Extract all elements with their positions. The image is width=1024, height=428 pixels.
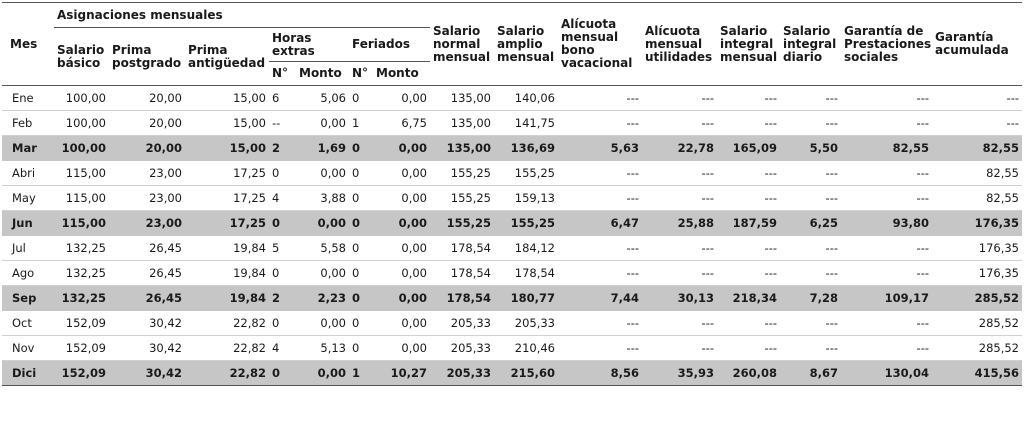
cell-garantia-acumulada: 82,55 [932, 136, 1022, 161]
cell-prima-postgrado: 26,45 [109, 286, 185, 311]
cell-salario-normal: 135,00 [430, 86, 494, 111]
cell-garantia-acumulada: 176,35 [932, 236, 1022, 261]
cell-feriados-n: 0 [349, 336, 373, 361]
cell-feriados-n: 0 [349, 311, 373, 336]
cell-salario-basico: 152,09 [54, 311, 109, 336]
cell-feriados-monto: 0,00 [373, 236, 430, 261]
cell-prima-postgrado: 23,00 [109, 211, 185, 236]
cell-alicuota-utilidades: --- [642, 186, 717, 211]
cell-garantia-acumulada: 82,55 [932, 186, 1022, 211]
cell-horas-n: 0 [269, 361, 296, 386]
header-garantia-prestaciones: Garantía de Prestaciones sociales [841, 3, 932, 86]
header-salario-normal: Salario normal mensual [430, 3, 494, 86]
cell-horas-monto: 0,00 [296, 311, 349, 336]
cell-feriados-monto: 0,00 [373, 286, 430, 311]
cell-horas-n: -- [269, 111, 296, 136]
cell-mes: Nov [2, 336, 54, 361]
cell-mes: Ene [2, 86, 54, 111]
header-feriados: Feriados [349, 28, 430, 62]
cell-horas-n: 4 [269, 336, 296, 361]
cell-salario-integral-mensual: --- [717, 311, 780, 336]
table-row [2, 286, 1022, 311]
cell-feriados-n: 0 [349, 186, 373, 211]
cell-garantia-prestaciones: --- [841, 336, 932, 361]
cell-alicuota-utilidades: --- [642, 111, 717, 136]
cell-feriados-monto: 0,00 [373, 211, 430, 236]
cell-salario-basico: 132,25 [54, 236, 109, 261]
cell-mes: Feb [2, 111, 54, 136]
header-horas-n: N° [269, 62, 296, 86]
cell-alicuota-bono: --- [558, 311, 642, 336]
header-alicuota-bono: Alícuota mensual bono vacacional [558, 3, 642, 86]
cell-salario-integral-mensual: --- [717, 236, 780, 261]
cell-mes: May [2, 186, 54, 211]
cell-horas-monto: 0,00 [296, 111, 349, 136]
cell-salario-normal: 155,25 [430, 186, 494, 211]
cell-alicuota-utilidades: 30,13 [642, 286, 717, 311]
cell-feriados-monto: 0,00 [373, 161, 430, 186]
header-horas-monto: Monto [296, 62, 349, 86]
cell-horas-n: 5 [269, 236, 296, 261]
cell-garantia-acumulada: 285,52 [932, 311, 1022, 336]
header-asignaciones: Asignaciones mensuales [54, 3, 430, 28]
table-row [2, 311, 1022, 336]
cell-prima-antiguedad: 22,82 [185, 361, 269, 386]
cell-salario-amplio: 141,75 [494, 111, 558, 136]
cell-horas-monto: 0,00 [296, 211, 349, 236]
cell-salario-normal: 155,25 [430, 161, 494, 186]
cell-salario-basico: 152,09 [54, 336, 109, 361]
cell-garantia-acumulada: 415,56 [932, 361, 1022, 386]
cell-salario-basico: 152,09 [54, 361, 109, 386]
cell-horas-monto: 0,00 [296, 361, 349, 386]
cell-mes: Mar [2, 136, 54, 161]
cell-feriados-n: 0 [349, 211, 373, 236]
cell-prima-antiguedad: 22,82 [185, 336, 269, 361]
cell-feriados-monto: 0,00 [373, 186, 430, 211]
cell-garantia-prestaciones: 93,80 [841, 211, 932, 236]
cell-prima-postgrado: 26,45 [109, 261, 185, 286]
cell-alicuota-utilidades: 35,93 [642, 361, 717, 386]
cell-prima-antiguedad: 17,25 [185, 211, 269, 236]
cell-alicuota-utilidades: --- [642, 311, 717, 336]
cell-feriados-n: 0 [349, 136, 373, 161]
cell-garantia-prestaciones: --- [841, 236, 932, 261]
cell-horas-monto: 1,69 [296, 136, 349, 161]
cell-prima-antiguedad: 19,84 [185, 261, 269, 286]
cell-alicuota-bono: --- [558, 161, 642, 186]
cell-alicuota-bono: 6,47 [558, 211, 642, 236]
cell-salario-normal: 205,33 [430, 336, 494, 361]
cell-salario-integral-diario: 6,25 [780, 211, 841, 236]
cell-garantia-prestaciones: --- [841, 86, 932, 111]
cell-salario-normal: 178,54 [430, 236, 494, 261]
cell-salario-basico: 115,00 [54, 211, 109, 236]
cell-prima-antiguedad: 22,82 [185, 311, 269, 336]
cell-horas-n: 0 [269, 211, 296, 236]
cell-feriados-n: 0 [349, 86, 373, 111]
cell-salario-amplio: 215,60 [494, 361, 558, 386]
cell-salario-amplio: 155,25 [494, 211, 558, 236]
cell-mes: Ago [2, 261, 54, 286]
cell-salario-basico: 100,00 [54, 136, 109, 161]
cell-feriados-n: 0 [349, 261, 373, 286]
cell-alicuota-bono: --- [558, 111, 642, 136]
cell-salario-integral-diario: --- [780, 161, 841, 186]
cell-salario-normal: 155,25 [430, 211, 494, 236]
cell-salario-integral-diario: --- [780, 86, 841, 111]
cell-salario-integral-diario: --- [780, 311, 841, 336]
cell-feriados-monto: 0,00 [373, 336, 430, 361]
cell-salario-integral-mensual: --- [717, 161, 780, 186]
cell-alicuota-bono: --- [558, 186, 642, 211]
cell-feriados-monto: 0,00 [373, 261, 430, 286]
cell-salario-integral-diario: 8,67 [780, 361, 841, 386]
cell-horas-monto: 5,58 [296, 236, 349, 261]
cell-salario-normal: 178,54 [430, 261, 494, 286]
cell-feriados-n: 0 [349, 161, 373, 186]
table-row [2, 211, 1022, 236]
cell-salario-amplio: 210,46 [494, 336, 558, 361]
header-mes: Mes [2, 3, 54, 86]
header-prima-postgrado: Prima postgrado [109, 28, 185, 86]
cell-salario-amplio: 184,12 [494, 236, 558, 261]
cell-garantia-prestaciones: --- [841, 311, 932, 336]
cell-garantia-prestaciones: 109,17 [841, 286, 932, 311]
cell-feriados-monto: 0,00 [373, 86, 430, 111]
cell-salario-integral-mensual: --- [717, 336, 780, 361]
header-salario-integral-mensual: Salario integral mensual [717, 3, 780, 86]
cell-prima-antiguedad: 15,00 [185, 111, 269, 136]
cell-prima-postgrado: 30,42 [109, 361, 185, 386]
table-row [2, 236, 1022, 261]
cell-salario-integral-diario: 5,50 [780, 136, 841, 161]
cell-garantia-prestaciones: --- [841, 186, 932, 211]
cell-alicuota-utilidades: --- [642, 236, 717, 261]
table-body [2, 86, 1022, 386]
table-row [2, 361, 1022, 386]
cell-prima-antiguedad: 15,00 [185, 136, 269, 161]
cell-feriados-monto: 10,27 [373, 361, 430, 386]
header-prima-antiguedad: Prima antigüedad [185, 28, 269, 86]
cell-salario-amplio: 155,25 [494, 161, 558, 186]
cell-prima-antiguedad: 17,25 [185, 186, 269, 211]
cell-prima-postgrado: 23,00 [109, 161, 185, 186]
cell-horas-n: 4 [269, 186, 296, 211]
cell-salario-integral-diario: --- [780, 261, 841, 286]
cell-salario-integral-diario: 7,28 [780, 286, 841, 311]
header-horas-extras: Horas extras [269, 28, 349, 62]
cell-alicuota-bono: --- [558, 86, 642, 111]
cell-salario-amplio: 140,06 [494, 86, 558, 111]
cell-garantia-prestaciones: 82,55 [841, 136, 932, 161]
cell-horas-monto: 3,88 [296, 186, 349, 211]
cell-salario-normal: 178,54 [430, 286, 494, 311]
cell-horas-monto: 0,00 [296, 161, 349, 186]
cell-salario-amplio: 205,33 [494, 311, 558, 336]
cell-salario-integral-mensual: 187,59 [717, 211, 780, 236]
cell-salario-integral-mensual: --- [717, 111, 780, 136]
cell-horas-monto: 2,23 [296, 286, 349, 311]
cell-salario-integral-diario: --- [780, 111, 841, 136]
cell-salario-basico: 115,00 [54, 161, 109, 186]
cell-salario-integral-diario: --- [780, 186, 841, 211]
cell-garantia-prestaciones: --- [841, 111, 932, 136]
cell-prima-postgrado: 30,42 [109, 336, 185, 361]
header-salario-integral-diario: Salario integral diario [780, 3, 841, 86]
table-row [2, 261, 1022, 286]
cell-salario-basico: 115,00 [54, 186, 109, 211]
cell-prima-postgrado: 20,00 [109, 136, 185, 161]
cell-prima-postgrado: 20,00 [109, 111, 185, 136]
cell-feriados-n: 0 [349, 236, 373, 261]
cell-prima-postgrado: 30,42 [109, 311, 185, 336]
cell-garantia-acumulada: --- [932, 111, 1022, 136]
cell-salario-integral-mensual: 260,08 [717, 361, 780, 386]
cell-feriados-n: 0 [349, 286, 373, 311]
cell-prima-antiguedad: 17,25 [185, 161, 269, 186]
cell-prima-antiguedad: 19,84 [185, 236, 269, 261]
salary-table [2, 2, 1022, 386]
cell-garantia-acumulada: 176,35 [932, 261, 1022, 286]
cell-salario-integral-diario: --- [780, 336, 841, 361]
cell-salario-integral-mensual: --- [717, 261, 780, 286]
cell-horas-n: 2 [269, 136, 296, 161]
cell-prima-antiguedad: 15,00 [185, 86, 269, 111]
cell-prima-postgrado: 20,00 [109, 86, 185, 111]
cell-feriados-monto: 6,75 [373, 111, 430, 136]
cell-alicuota-bono: --- [558, 236, 642, 261]
cell-salario-amplio: 180,77 [494, 286, 558, 311]
cell-horas-monto: 5,13 [296, 336, 349, 361]
cell-mes: Jun [2, 211, 54, 236]
cell-alicuota-utilidades: 25,88 [642, 211, 717, 236]
header-salario-amplio: Salario amplio mensual [494, 3, 558, 86]
cell-horas-n: 0 [269, 311, 296, 336]
cell-horas-n: 0 [269, 261, 296, 286]
cell-horas-monto: 0,00 [296, 261, 349, 286]
cell-prima-antiguedad: 19,84 [185, 286, 269, 311]
cell-garantia-acumulada: 285,52 [932, 286, 1022, 311]
cell-alicuota-utilidades: --- [642, 261, 717, 286]
header-garantia-acumulada: Garantía acumulada [932, 3, 1022, 86]
table-row [2, 336, 1022, 361]
cell-salario-integral-diario: --- [780, 236, 841, 261]
cell-feriados-monto: 0,00 [373, 311, 430, 336]
cell-salario-normal: 205,33 [430, 311, 494, 336]
cell-horas-monto: 5,06 [296, 86, 349, 111]
cell-alicuota-utilidades: --- [642, 161, 717, 186]
table-row [2, 186, 1022, 211]
cell-garantia-prestaciones: --- [841, 261, 932, 286]
cell-horas-n: 2 [269, 286, 296, 311]
cell-alicuota-bono: 7,44 [558, 286, 642, 311]
cell-salario-amplio: 159,13 [494, 186, 558, 211]
cell-mes: Jul [2, 236, 54, 261]
cell-alicuota-bono: --- [558, 336, 642, 361]
cell-alicuota-bono: --- [558, 261, 642, 286]
cell-salario-normal: 135,00 [430, 111, 494, 136]
cell-alicuota-utilidades: --- [642, 336, 717, 361]
cell-garantia-acumulada: 82,55 [932, 161, 1022, 186]
cell-feriados-monto: 0,00 [373, 136, 430, 161]
cell-alicuota-utilidades: 22,78 [642, 136, 717, 161]
cell-salario-basico: 100,00 [54, 111, 109, 136]
cell-garantia-acumulada: --- [932, 86, 1022, 111]
cell-feriados-n: 1 [349, 111, 373, 136]
cell-garantia-acumulada: 176,35 [932, 211, 1022, 236]
header-feriados-n: N° [349, 62, 373, 86]
cell-prima-postgrado: 23,00 [109, 186, 185, 211]
cell-feriados-n: 1 [349, 361, 373, 386]
table-row [2, 111, 1022, 136]
cell-garantia-prestaciones: --- [841, 161, 932, 186]
cell-prima-postgrado: 26,45 [109, 236, 185, 261]
cell-garantia-acumulada: 285,52 [932, 336, 1022, 361]
header-alicuota-utilidades: Alícuota mensual utilidades [642, 3, 717, 86]
cell-horas-n: 0 [269, 161, 296, 186]
table-row [2, 86, 1022, 111]
cell-alicuota-utilidades: --- [642, 86, 717, 111]
cell-garantia-prestaciones: 130,04 [841, 361, 932, 386]
cell-salario-integral-mensual: --- [717, 86, 780, 111]
cell-salario-amplio: 178,54 [494, 261, 558, 286]
cell-salario-integral-mensual: 218,34 [717, 286, 780, 311]
cell-alicuota-bono: 5,63 [558, 136, 642, 161]
cell-mes: Oct [2, 311, 54, 336]
cell-salario-normal: 135,00 [430, 136, 494, 161]
cell-salario-basico: 100,00 [54, 86, 109, 111]
table-row [2, 161, 1022, 186]
cell-salario-basico: 132,25 [54, 261, 109, 286]
cell-salario-basico: 132,25 [54, 286, 109, 311]
cell-horas-n: 6 [269, 86, 296, 111]
cell-mes: Sep [2, 286, 54, 311]
header-feriados-monto: Monto [373, 62, 430, 86]
header-salario-basico: Salario básico [54, 28, 109, 86]
table-row [2, 136, 1022, 161]
cell-salario-integral-mensual: 165,09 [717, 136, 780, 161]
cell-salario-integral-mensual: --- [717, 186, 780, 211]
cell-mes: Abri [2, 161, 54, 186]
cell-mes: Dici [2, 361, 54, 386]
cell-salario-amplio: 136,69 [494, 136, 558, 161]
cell-alicuota-bono: 8,56 [558, 361, 642, 386]
cell-salario-normal: 205,33 [430, 361, 494, 386]
